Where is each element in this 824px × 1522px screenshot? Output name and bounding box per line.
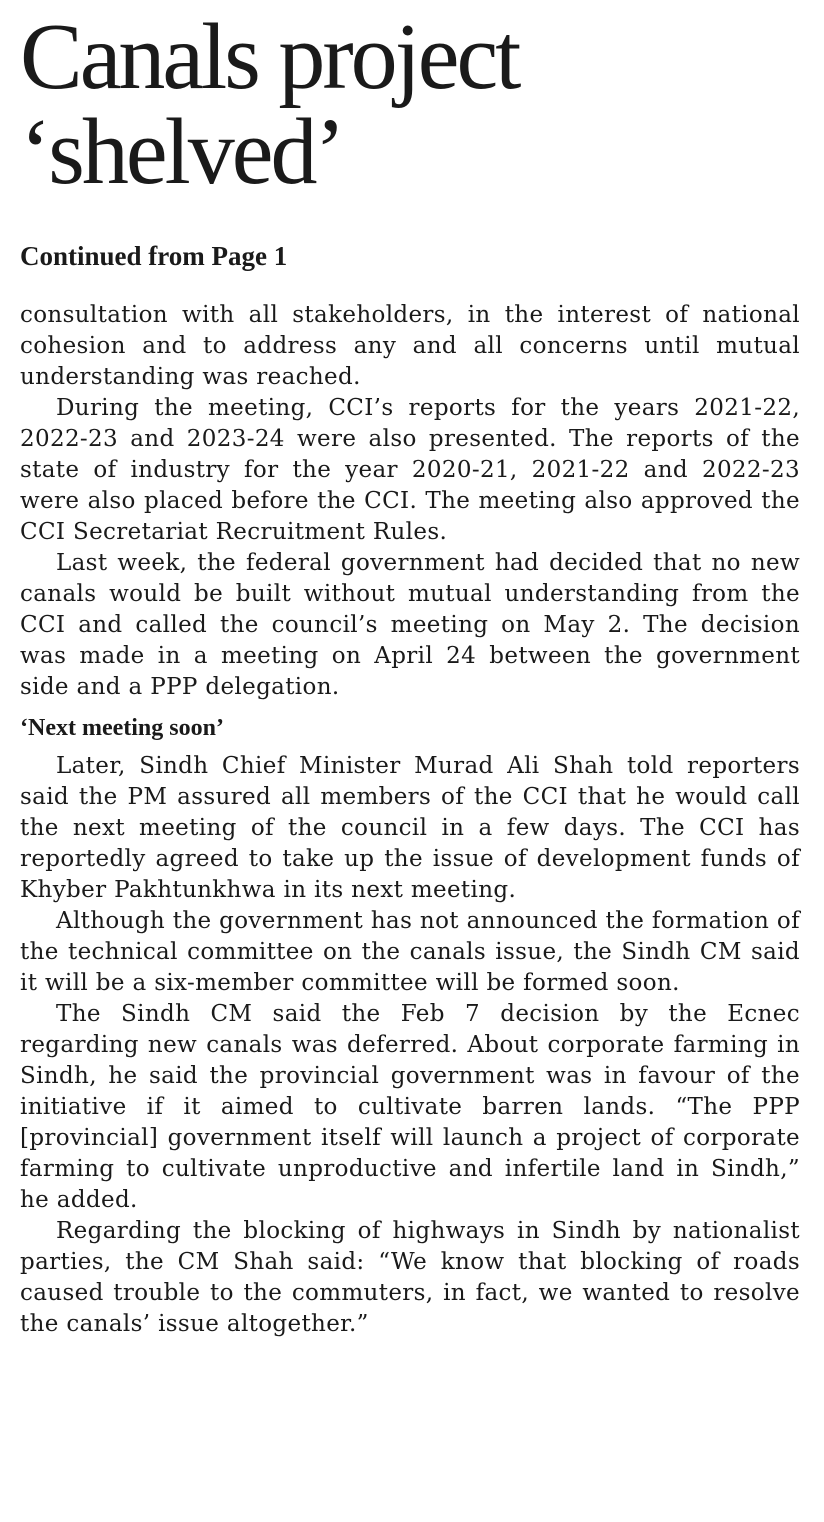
headline (20, 5, 800, 204)
continued-label: Continued from Page 1 (20, 241, 288, 271)
headline-line-2: ‘shelved’ (20, 100, 343, 204)
paragraph: Last week, the federal government had decided that no new canals would be built without mutual understanding from the CCI and called the council’s meeting on May 2. The decision was made in a meeting on April 24 between the government side and a PPP delegation. (20, 550, 800, 700)
paragraph: During the meeting, CCI’s reports for the years 2021-22, 2022-23 and 2023-24 were also presented. The reports of the state of industry for the year 2020-21, 2021-22 and 2022-23 were also placed before the CCI. The meeting also approved the CCI Secretariat Recruitment Rules. (20, 395, 800, 545)
article (20, 5, 800, 1340)
article-body-section-2 (20, 751, 800, 1340)
paragraph: Later, Sindh Chief Minister Murad Ali Shah told reporters said the PM assured all members of the CCI that he would call the next meeting of the council in a few days. The CCI has reportedly agreed to take up the issue of development funds of Khyber Pakhtunkhwa in its next meeting. (20, 753, 800, 903)
headline-line-1: Canals project (20, 5, 519, 109)
paragraph: The Sindh CM said the Feb 7 decision by the Ecnec regarding new canals was deferred. About corporate farming in Sindh, he said the provincial government was in favour of the initiative if it aimed to cultivate barren lands. “The PPP [provincial] government itself will launch a project of corporate farming to cultivate unproductive and infertile land in Sindh,” he added. (20, 1001, 800, 1213)
paragraph: Regarding the blocking of highways in Sindh by nationalist parties, the CM Shah said: “We know that blocking of roads caused trouble to the commuters, in fact, we wanted to resolve the canals’ issue altogether.” (20, 1218, 800, 1337)
paragraph: Although the government has not announced the formation of the technical committee on the canals issue, the Sindh CM said it will be a six-member committee will be formed soon. (20, 908, 800, 996)
article-body-section-1 (20, 300, 800, 703)
paragraph: consultation with all stakeholders, in the interest of national cohesion and to address any and all concerns until mutual understanding was reached. (20, 302, 800, 390)
subheading: ‘Next meeting soon’ (20, 715, 224, 741)
